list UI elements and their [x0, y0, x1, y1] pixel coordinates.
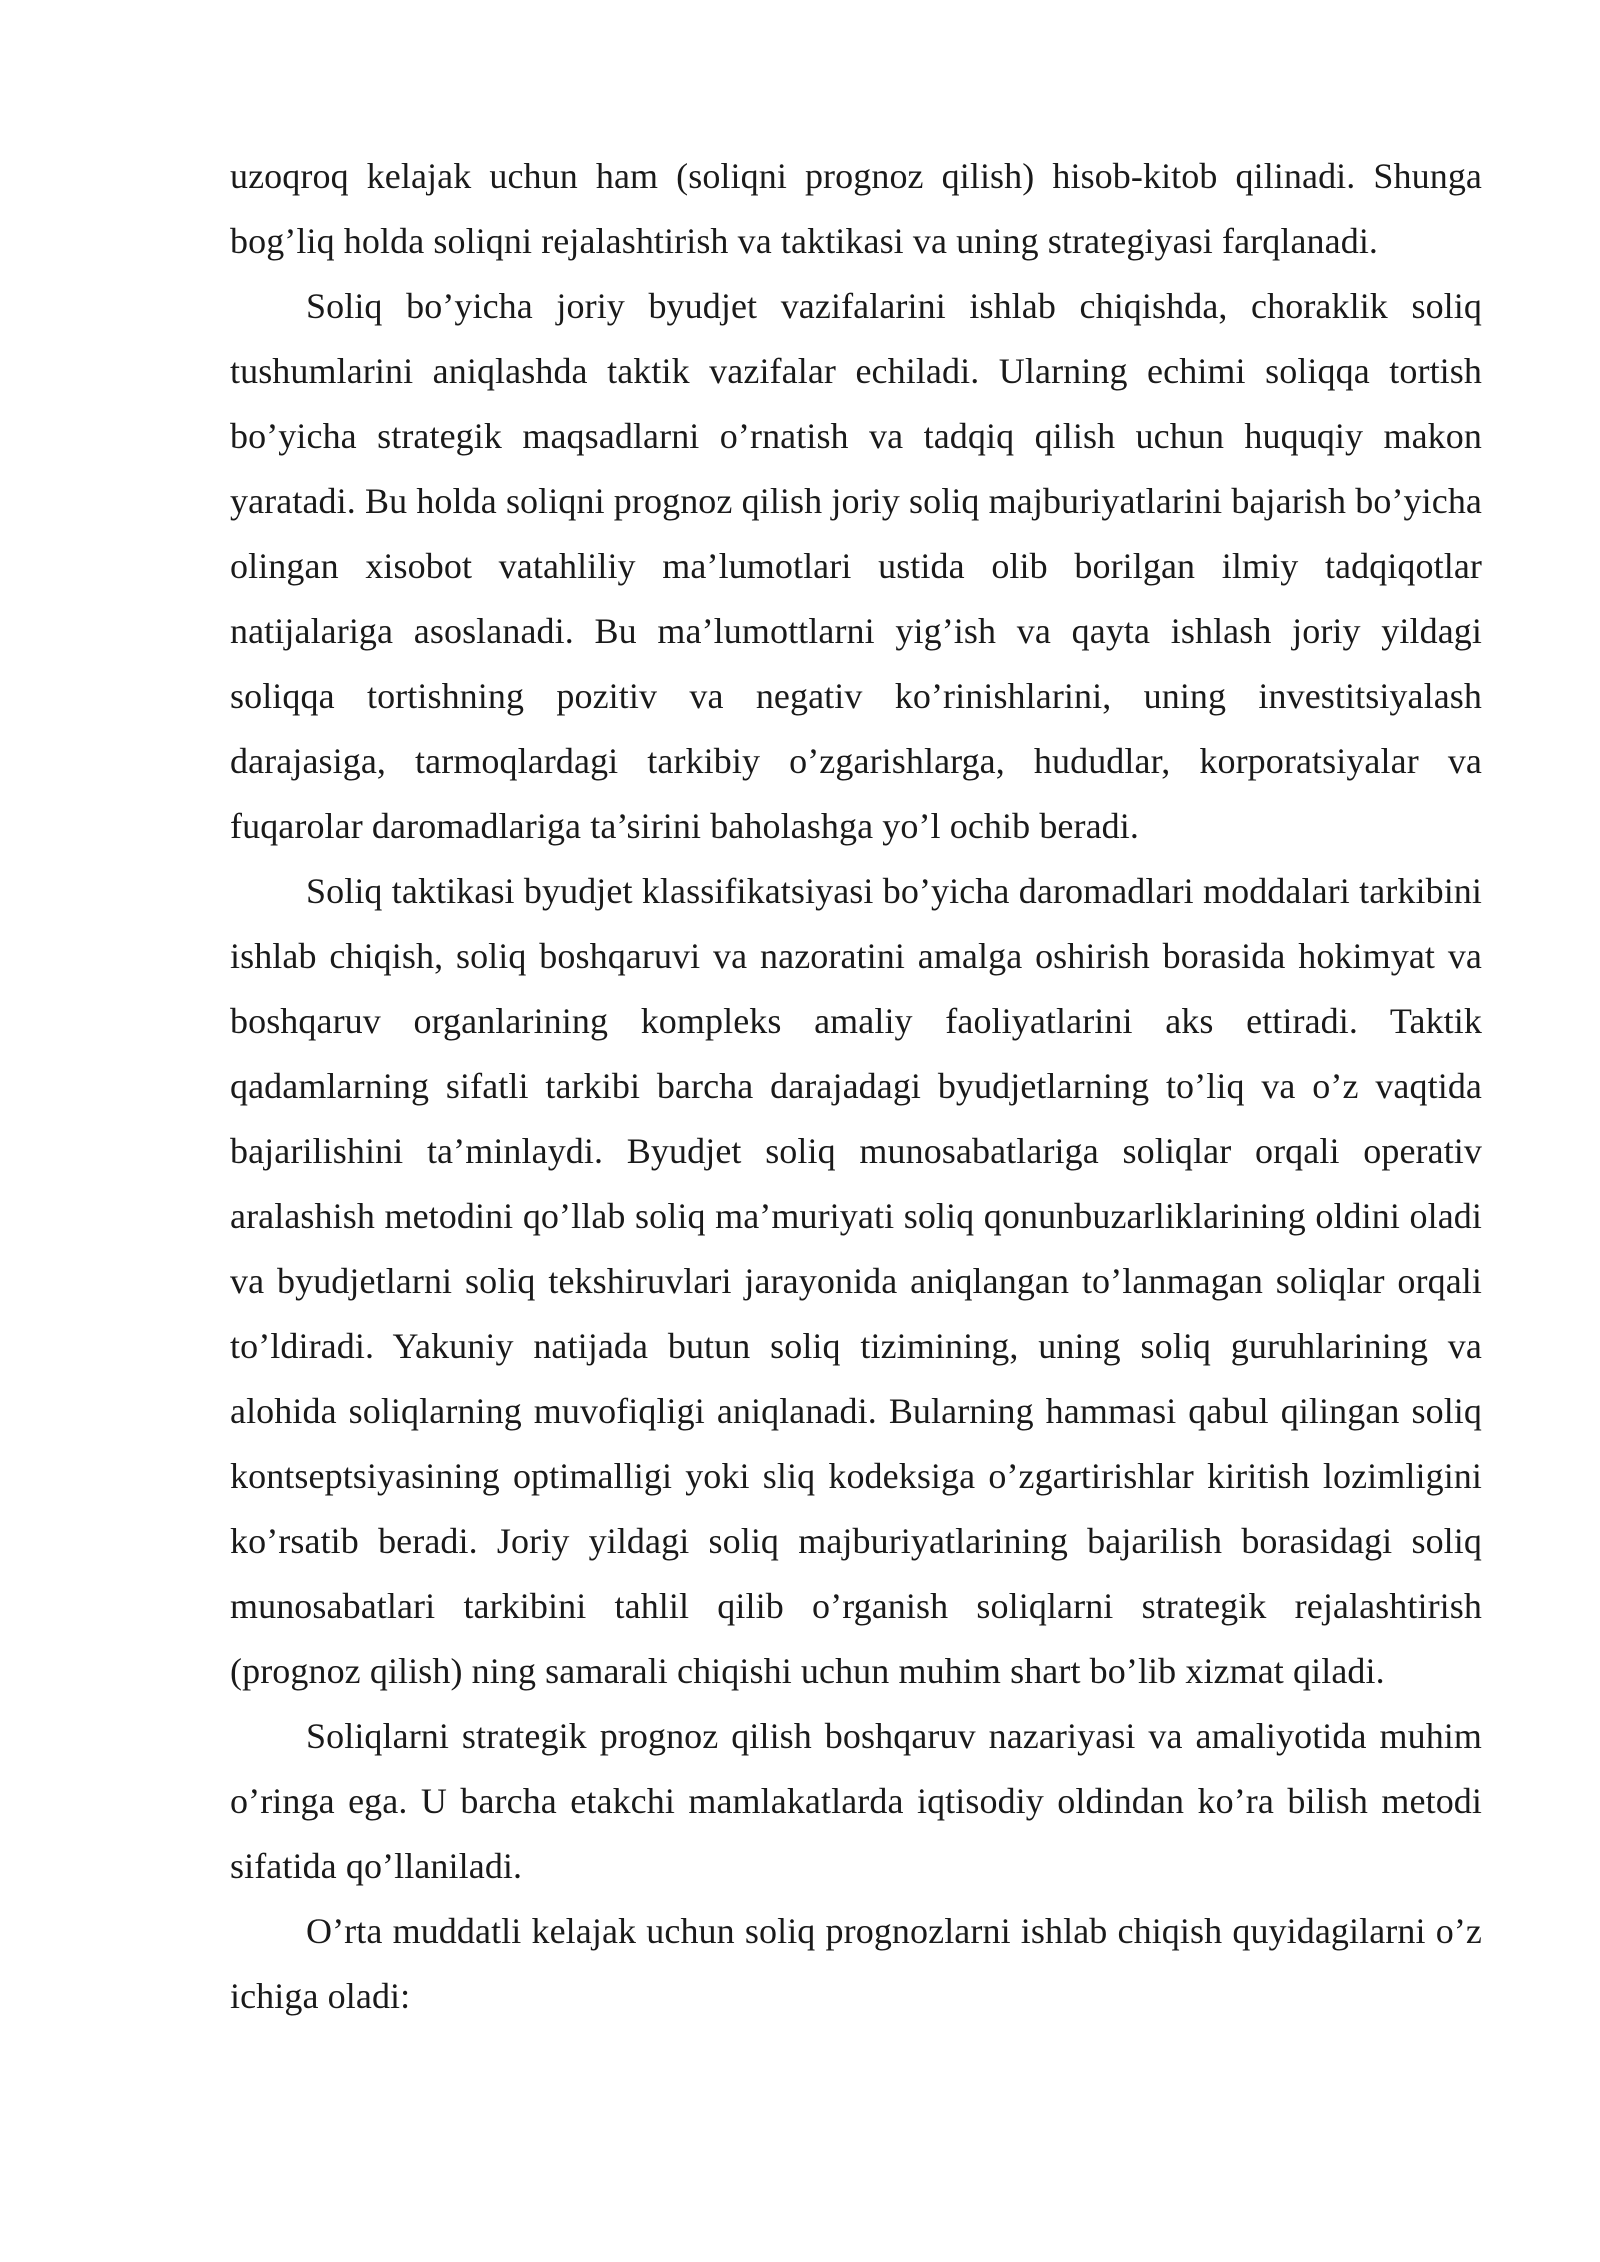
- paragraph-tax-tactics: Soliq taktikasi byudjet klassifikatsiyasi bo’yicha daromadlari moddalari tarkibini ishlab chiqish, soliq boshqaruvi va nazoratini amalga oshirish borasida hokimyat va boshqaruv organlarining kompleks amaliy faoliyatlarini aks ettiradi. Taktik qadamlarning sifatli tarkibi barcha darajadagi byudjetlarning to’liq va o’z vaqtida bajarilishini ta’minlaydi. Byudjet soliq munosabatlariga soliqlar orqali operativ aralashish metodini qo’llab soliq ma’muriyati soliq qonunbuzarliklarining oldini oladi va byudjetlarni soliq tekshiruvlari jarayonida aniqlangan to’lanmagan soliqlar orqali to’ldiradi. Yakuniy natijada butun soliq tizimining, uning soliq guruhlarining va alohida soliqlarning muvofiqligi aniqlanadi. Bularning hammasi qabul qilingan soliq kontseptsiyasining optimalligi yoki sliq kodeksiga o’zgartirishlar kiritish lozimligini ko’rsatib beradi. Joriy yildagi soliq majburiyatlarining bajarilish borasidagi soliq munosabatlari tarkibini tahlil qilib o’rganish soliqlarni strategik rejalashtirish (prognoz qilish) ning samarali chiqishi uchun muhim shart bo’lib xizmat qiladi.: [230, 871, 1482, 1691]
- document-body: [230, 144, 1482, 2029]
- paragraph-medium-term-forecasts: O’rta muddatli kelajak uchun soliq prognozlarni ishlab chiqish quyidagilarni o’z ichiga oladi:: [230, 1911, 1482, 2016]
- paragraph-tactical-tasks: Soliq bo’yicha joriy byudjet vazifalarini ishlab chiqishda, choraklik soliq tushumlarini aniqlashda taktik vazifalar echiladi. Ularning echimi soliqqa tortish bo’yicha strategik maqsadlarni o’rnatish va tadqiq qilish uchun huquqiy makon yaratadi. Bu holda soliqni prognoz qilish joriy soliq majburiyatlarini bajarish bo’yicha olingan xisobot vatahliliy ma’lumotlari ustida olib borilgan ilmiy tadqiqotlar natijalariga asoslanadi. Bu ma’lumottlarni yig’ish va qayta ishlash joriy yildagi soliqqa tortishning pozitiv va negativ ko’rinishlarini, uning investitsiyalash darajasiga, tarmoqlardagi tarkibiy o’zgarishlarga, hududlar, korporatsiyalar va fuqarolar daromadlariga ta’sirini baholashga yo’l ochib beradi.: [230, 286, 1482, 846]
- paragraph-continuation: uzoqroq kelajak uchun ham (soliqni prognoz qilish) hisob-kitob qilinadi. Shunga bog’liq holda soliqni rejalashtirish va taktikasi va uning strategiyasi farqlanadi.: [230, 156, 1482, 261]
- paragraph-strategic-forecasting: Soliqlarni strategik prognoz qilish boshqaruv nazariyasi va amaliyotida muhim o’ringa ega. U barcha etakchi mamlakatlarda iqtisodiy oldindan ko’ra bilish metodi sifatida qo’llaniladi.: [230, 1716, 1482, 1886]
